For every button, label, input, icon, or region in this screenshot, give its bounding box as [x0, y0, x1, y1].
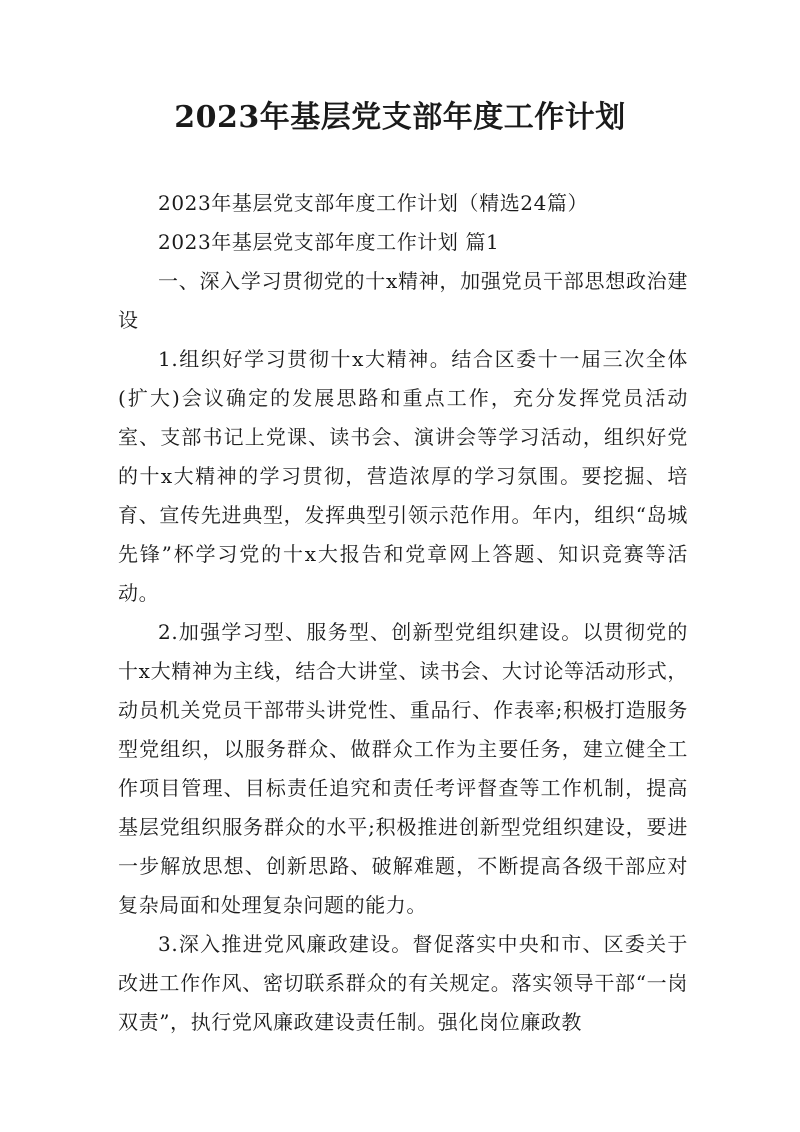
paragraph-2: 2.加强学习型、服务型、创新型党组织建设。以贯彻党的十x大精神为主线，结合大讲堂、读书会、大讨论等活动形式，动员机关党员干部带头讲党性、重品行、作表率;积极打造服务型党组织，以服务群众、做群众工作为主要任务，建立健全工作项目管理、目标责任追究和责任考评督查等工作机制，提高基层党组织服务群众的水平;积极推进创新型党组织建设，要进一步解放思想、创新思路、破解难题，不断提高各级干部应对复杂局面和处理复杂问题的能力。: [118, 620, 688, 917]
paragraph-3: 3.深入推进党风廉政建设。督促落实中央和市、区委关于改进工作作风、密切联系群众的有关规定。落实领导干部“一岗双责”，执行党风廉政建设责任制。强化岗位廉政教: [118, 932, 688, 1034]
article-heading: 2023年基层党支部年度工作计划 篇1: [158, 230, 500, 254]
subtitle: 2023年基层党支部年度工作计划（精选24篇）: [158, 191, 589, 215]
document-title: 2023年基层党支部年度工作计划: [174, 100, 626, 135]
paragraph-1: 1.组织好学习贯彻十x大精神。结合区委十一届三次全体(扩大)会议确定的发展思路和重点工作，充分发挥党员活动室、支部书记上党课、读书会、演讲会等学习活动，组织好党的十x大精神的学习贯彻，营造浓厚的学习氛围。要挖掘、培育、宣传先进典型，发挥典型引领示范作用。年内，组织“岛城先锋”杯学习党的十x大报告和党章网上答题、知识竞赛等活动。: [118, 347, 688, 605]
section-heading: 一、深入学习贯彻党的十x精神，加强党员干部思想政治建设: [118, 269, 688, 332]
document-body: [118, 184, 688, 1042]
